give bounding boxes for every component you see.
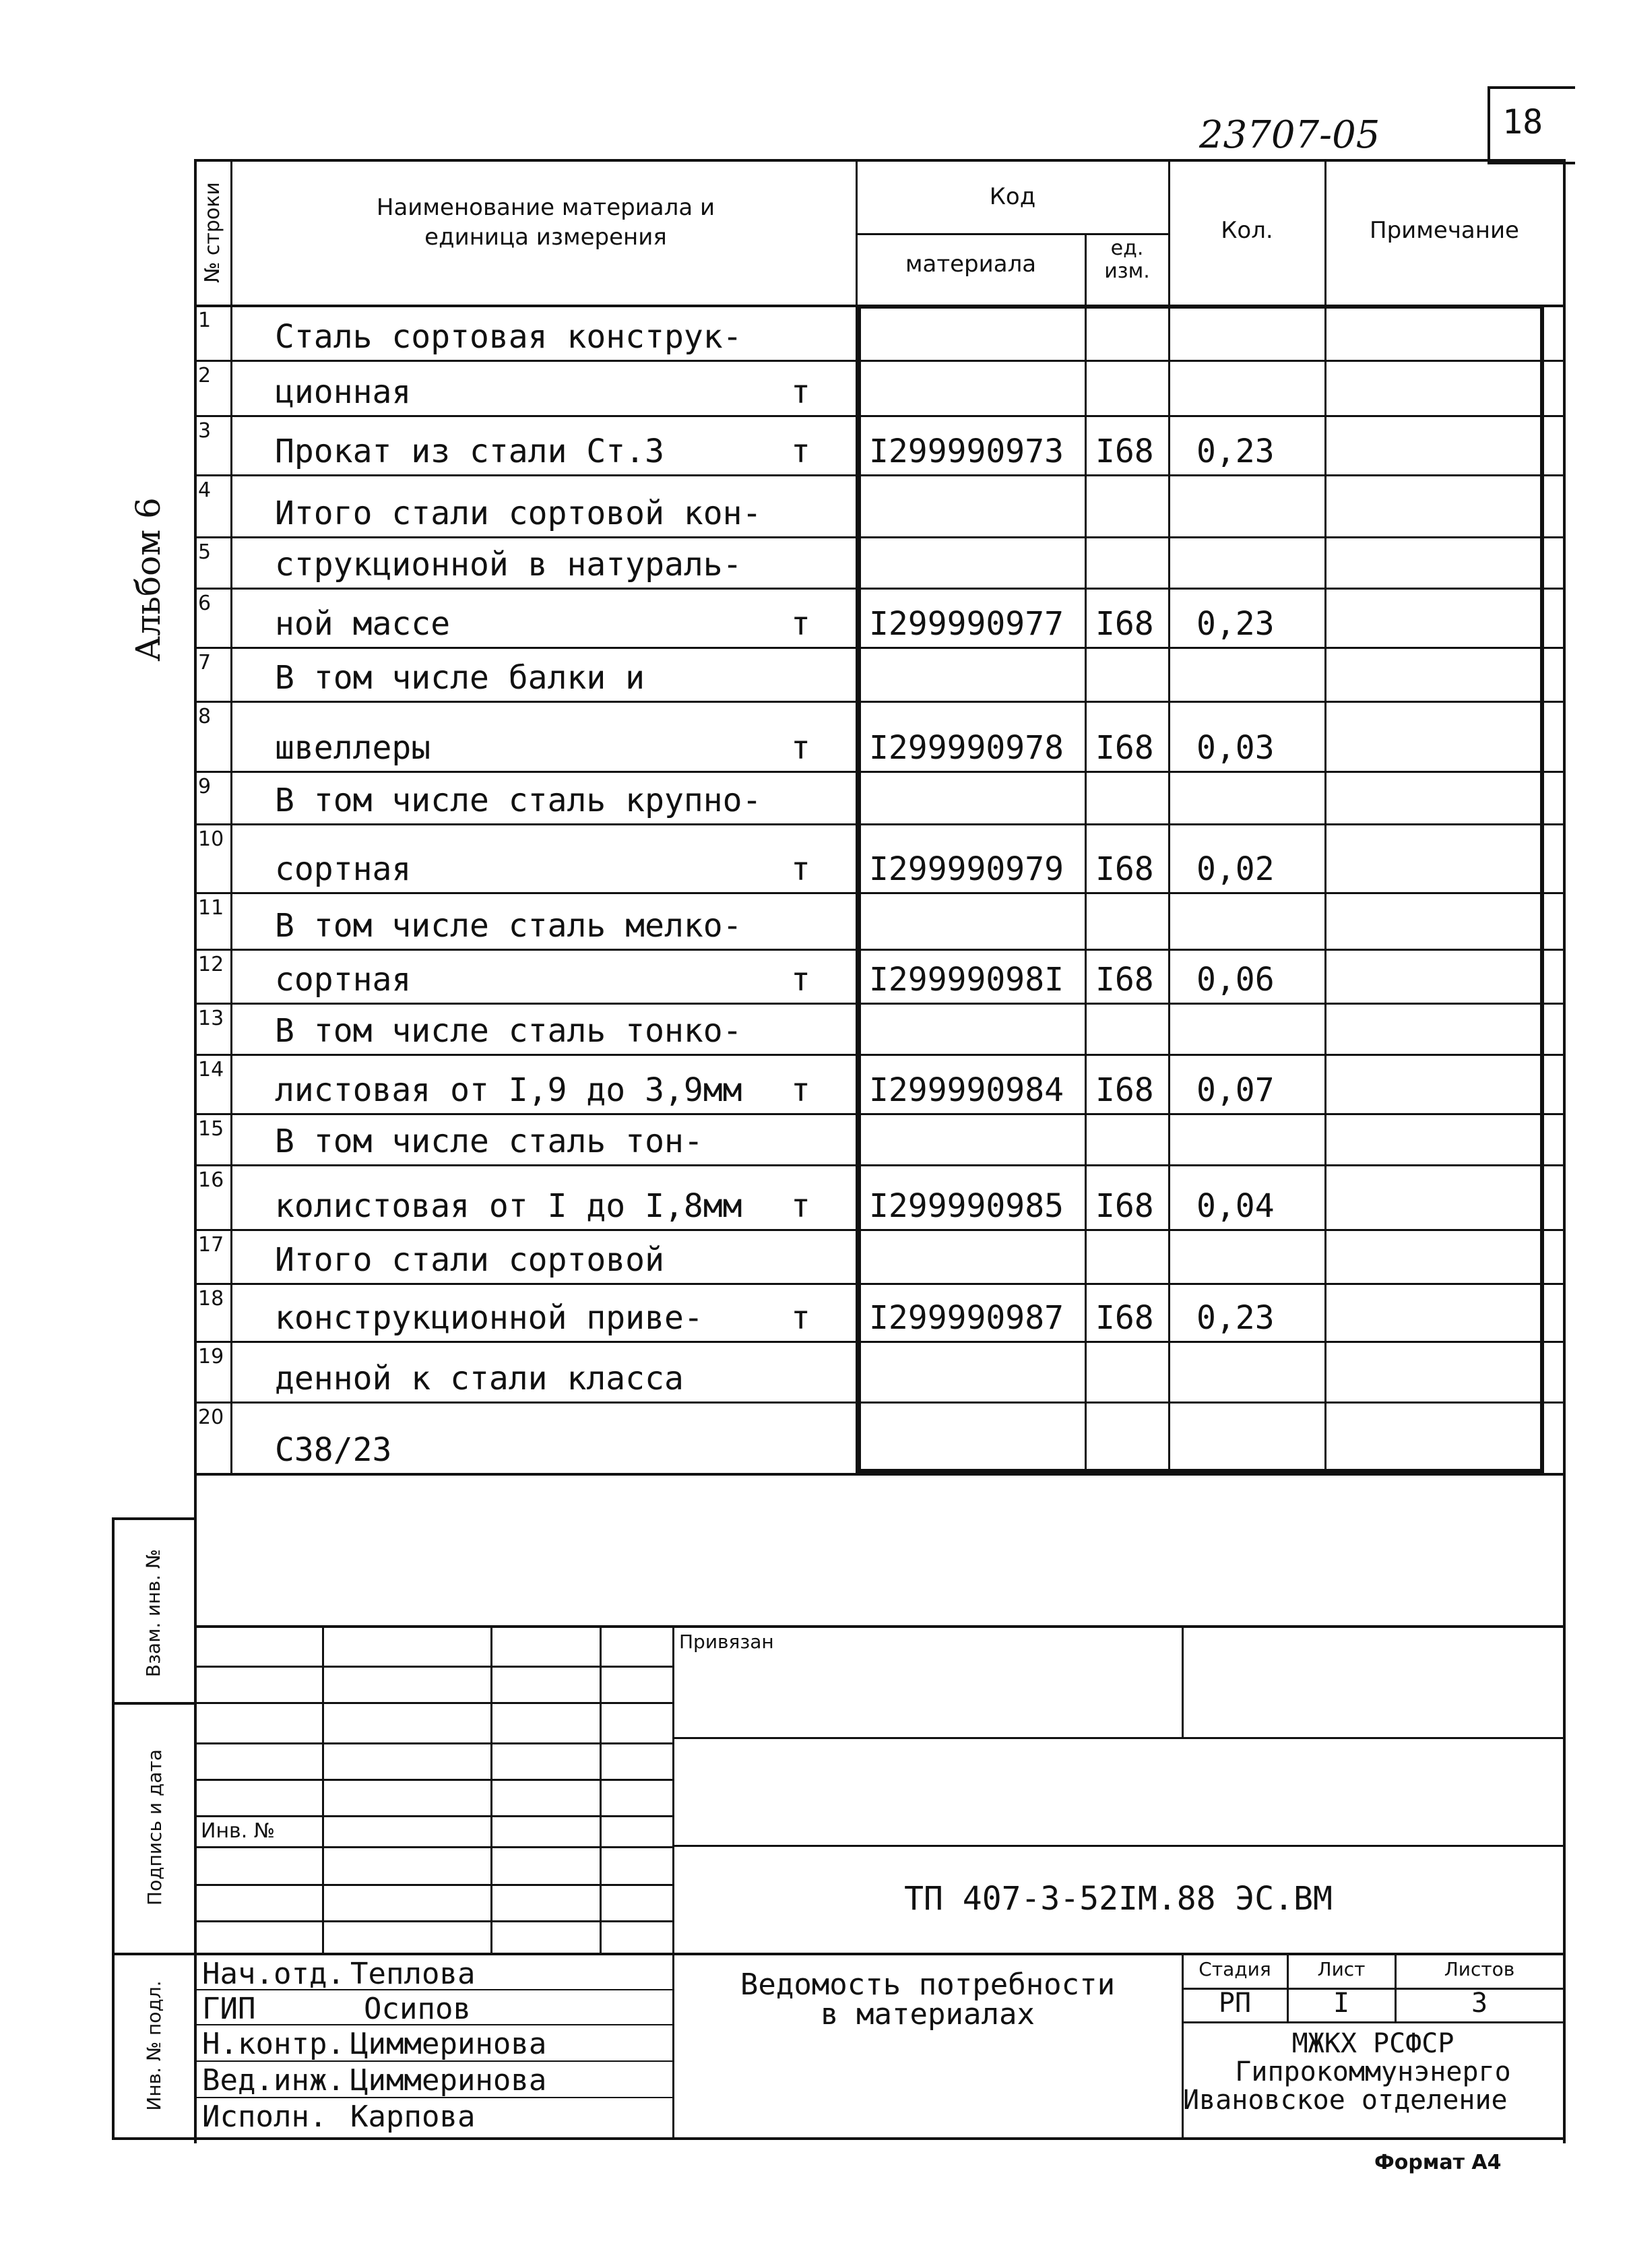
row-number: 10 <box>198 827 224 851</box>
unit-code: I68 <box>1095 1299 1154 1337</box>
stage-value: РП <box>1218 1988 1252 2019</box>
header-note: Примечание <box>1370 217 1519 244</box>
row-number: 19 <box>198 1345 224 1368</box>
stage-label: Стадия <box>1198 1958 1271 1980</box>
material-code: I299990984 <box>869 1071 1064 1109</box>
row-number: 13 <box>198 1007 224 1030</box>
document-title-line2: в материалах <box>821 1997 1035 2031</box>
sheets-value: 3 <box>1471 1988 1488 2019</box>
unit-code: I68 <box>1095 729 1154 767</box>
row-number: 18 <box>198 1287 224 1311</box>
material-code: I29999098I <box>869 961 1064 999</box>
staff-role: Нач.отд. <box>202 1957 345 1991</box>
unit-name: т <box>791 961 810 999</box>
row-number: 8 <box>198 705 212 728</box>
header-code-material: материала <box>905 251 1037 278</box>
material-name: Итого стали сортовой кон- <box>275 495 762 532</box>
side-label-vzam <box>139 1532 168 1694</box>
row-number: 1 <box>198 309 212 332</box>
unit-code: I68 <box>1095 1071 1154 1109</box>
inv-no-label: Инв. № <box>201 1819 276 1843</box>
sheet-label: Лист <box>1317 1958 1366 1980</box>
sheet-value: I <box>1333 1988 1350 2019</box>
staff-name: Циммеринова <box>350 2027 547 2061</box>
header-qty: Кол. <box>1221 217 1273 244</box>
side-label-inv-podl-text: Инв. № подл. <box>143 1980 165 2111</box>
staff-name: Осипов <box>364 1992 471 2026</box>
unit-name: т <box>791 433 810 470</box>
row-number: 6 <box>198 592 212 615</box>
unit-name: т <box>791 850 810 888</box>
staff-name: Карпова <box>350 2100 476 2134</box>
material-name: денной к стали класса <box>275 1360 684 1397</box>
privyazan-label: Привязан <box>679 1631 774 1653</box>
material-name: В том числе сталь тон- <box>275 1123 703 1160</box>
row-number: 12 <box>198 953 224 976</box>
material-name: швеллеры <box>275 729 431 767</box>
staff-name: Циммеринова <box>350 2063 547 2098</box>
quantity: 0,23 <box>1196 433 1275 470</box>
quantity: 0,23 <box>1196 605 1275 643</box>
unit-name: т <box>791 1187 810 1225</box>
quantity: 0,07 <box>1196 1071 1275 1109</box>
header-row-no <box>196 165 230 300</box>
quantity: 0,23 <box>1196 1299 1275 1337</box>
material-code: I299990985 <box>869 1187 1064 1225</box>
handwritten-doc-number: 23707-05 <box>1199 113 1380 157</box>
sheets-label: Листов <box>1444 1958 1515 1980</box>
material-name: струкционной в натураль- <box>275 546 742 584</box>
header-name: Наименование материала и единица измерения <box>376 194 715 251</box>
header-code-unit: ед. изм. <box>1104 237 1150 283</box>
material-code: I299990977 <box>869 605 1064 643</box>
unit-code: I68 <box>1095 433 1154 470</box>
staff-role: ГИП <box>202 1992 256 2026</box>
material-name: В том числе балки и <box>275 659 645 697</box>
org-line2: Гипрокоммунэнерго <box>1235 2056 1511 2087</box>
quantity: 0,02 <box>1196 850 1275 888</box>
material-code: I299990979 <box>869 850 1064 888</box>
unit-code: I68 <box>1095 850 1154 888</box>
staff-role: Н.контр. <box>202 2027 345 2061</box>
row-number: 15 <box>198 1117 224 1141</box>
material-name: листовая от I,9 до 3,9мм <box>275 1071 742 1109</box>
staff-name: Теплова <box>350 1957 476 1991</box>
unit-name: т <box>791 1299 810 1337</box>
material-name: ной массе <box>275 605 451 643</box>
material-name: колистовая от I до I,8мм <box>275 1187 742 1225</box>
document-title-line1: Ведомость потребности <box>740 1967 1116 2002</box>
side-label-vzam-text: Взам. инв. № <box>142 1548 164 1678</box>
header-row-no-text: № строки <box>201 182 224 283</box>
material-name: Итого стали сортовой <box>275 1241 664 1279</box>
material-code: I299990978 <box>869 729 1064 767</box>
side-label-podpis-text: Подпись и дата <box>143 1749 166 1905</box>
material-name: В том числе сталь мелко- <box>275 907 742 945</box>
material-name: сортная <box>275 961 412 999</box>
row-number: 7 <box>198 651 212 674</box>
unit-code: I68 <box>1095 961 1154 999</box>
quantity: 0,06 <box>1196 961 1275 999</box>
row-number: 2 <box>198 364 212 387</box>
material-name: Сталь сортовая конструк- <box>275 318 742 356</box>
material-name: С38/23 <box>275 1431 392 1469</box>
row-number: 3 <box>198 419 212 443</box>
quantity: 0,03 <box>1196 729 1275 767</box>
side-label-podpis <box>140 1726 170 1928</box>
unit-name: т <box>791 729 810 767</box>
unit-code: I68 <box>1095 1187 1154 1225</box>
row-number: 9 <box>198 775 212 798</box>
org-line1: МЖКХ РСФСР <box>1291 2028 1454 2059</box>
material-name: Прокат из стали Ст.3 <box>275 433 664 470</box>
material-name: конструкционной приве- <box>275 1299 703 1337</box>
material-code: I299990987 <box>869 1299 1064 1337</box>
material-name: В том числе сталь крупно- <box>275 782 762 819</box>
material-name: В том числе сталь тонко- <box>275 1012 742 1050</box>
row-number: 17 <box>198 1233 224 1257</box>
format-label: Формат А4 <box>1374 2151 1502 2174</box>
unit-name: т <box>791 605 810 643</box>
page-number: 18 <box>1502 102 1543 141</box>
material-code: I299990973 <box>869 433 1064 470</box>
side-label-inv-podl <box>139 1957 169 2134</box>
header-code: Код <box>989 183 1036 210</box>
material-name: сортная <box>275 850 412 888</box>
unit-code: I68 <box>1095 605 1154 643</box>
quantity: 0,04 <box>1196 1187 1275 1225</box>
row-number: 16 <box>198 1168 224 1192</box>
row-number: 5 <box>198 540 212 564</box>
row-number: 4 <box>198 478 212 502</box>
album-label <box>128 492 168 667</box>
org-line3: Ивановское отделение <box>1183 2085 1508 2116</box>
row-number: 11 <box>198 896 224 920</box>
album-label-text: Альбом 6 <box>129 497 168 662</box>
material-name: ционная <box>275 373 412 411</box>
row-number: 20 <box>198 1406 224 1429</box>
unit-name: т <box>791 1071 810 1109</box>
row-number: 14 <box>198 1058 224 1081</box>
unit-name: т <box>791 373 810 411</box>
staff-role: Исполн. <box>202 2100 327 2134</box>
staff-role: Вед.инж. <box>202 2063 345 2098</box>
document-code: ТП 407-3-52IМ.88 ЭС.ВМ <box>904 1880 1333 1918</box>
